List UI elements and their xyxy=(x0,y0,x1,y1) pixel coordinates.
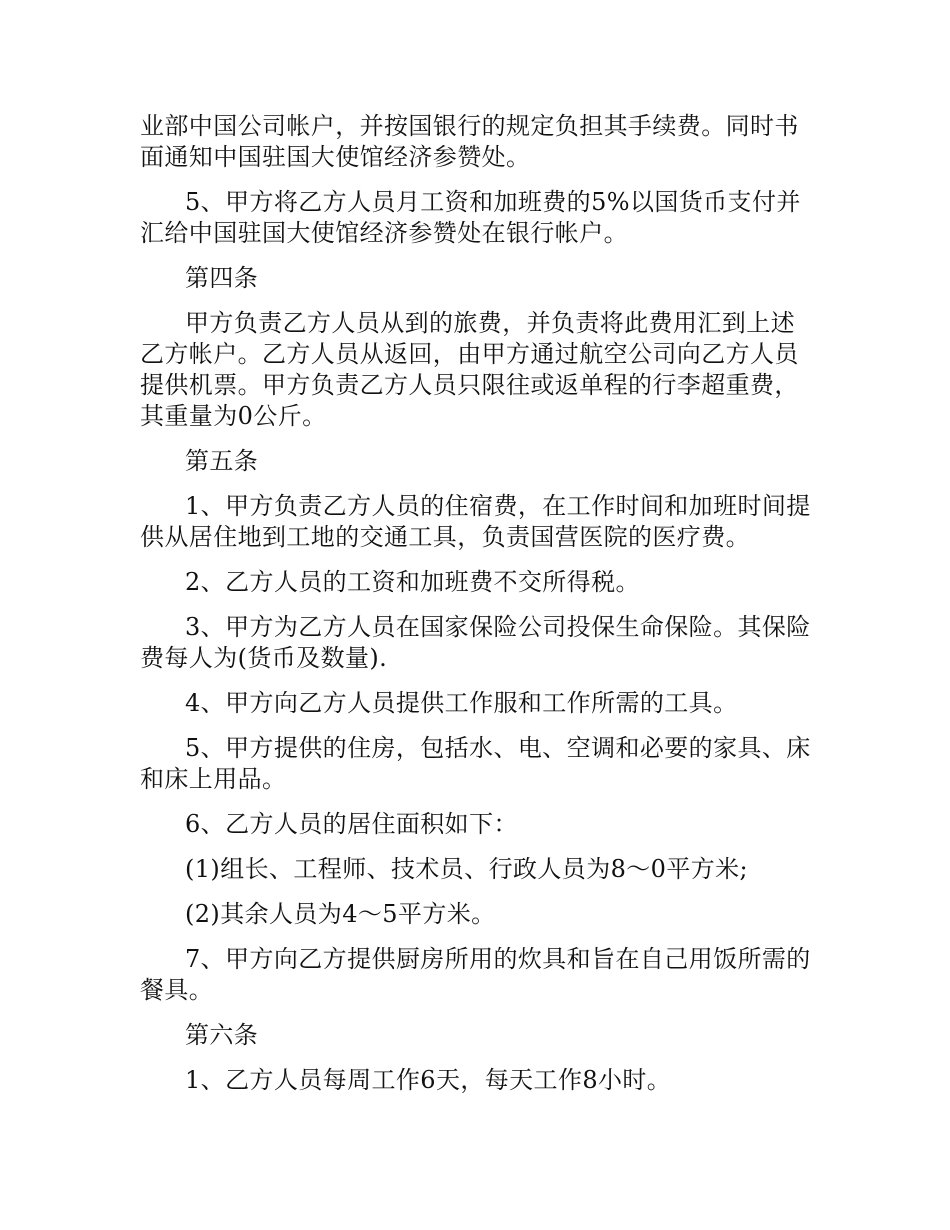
paragraph-article-6-item-1: 1、乙方人员每周工作6天，每天工作8小时。 xyxy=(185,1066,672,1094)
article-heading-5: 第五条 xyxy=(185,447,259,475)
paragraph-article-4: 甲方负责乙方人员从到的旅费，并负责将此费用汇到上述乙方帐户。乙方人员从返回，由甲方通过航空公司向乙方人员提供机票。甲方负责乙方人员只限往或返单程的行李超重费，其重量为0公斤。 xyxy=(140,309,799,430)
paragraph-continuation: 业部中国公司帐户，并按国银行的规定负担其手续费。同时书面通知中国驻国大使馆经济参赞处。 xyxy=(140,112,799,171)
article-heading-4: 第四条 xyxy=(185,264,259,292)
paragraph-article-5-item-2: 2、乙方人员的工资和加班费不交所得税。 xyxy=(185,568,640,596)
document-body xyxy=(140,111,812,1110)
paragraph-article-5-item-6: 6、乙方人员的居住面积如下： xyxy=(185,810,518,838)
paragraph-article-5-item-7: 7、甲方向乙方提供厨房所用的炊具和旨在自己用饭所需的餐具。 xyxy=(140,945,811,1004)
paragraph-article-5-item-3: 3、甲方为乙方人员在国家保险公司投保生命保险。其保险费每人为(货币及数量). xyxy=(140,613,811,672)
paragraph-clause-3-item-5: 5、甲方将乙方人员月工资和加班费的5%以国货币支付并汇给中国驻国大使馆经济参赞处在银行帐户。 xyxy=(140,188,801,247)
paragraph-article-5-item-6-sub-2: (2)其余人员为4～5平方米。 xyxy=(185,900,496,928)
paragraph-article-5-item-5: 5、甲方提供的住房，包括水、电、空调和必要的家具、床和床上用品。 xyxy=(140,734,811,793)
paragraph-article-5-item-6-sub-1: (1)组长、工程师、技术员、行政人员为8～0平方米; xyxy=(185,855,749,883)
article-heading-6: 第六条 xyxy=(185,1021,259,1049)
paragraph-article-5-item-4: 4、甲方向乙方人员提供工作服和工作所需的工具。 xyxy=(185,689,738,717)
paragraph-article-5-item-1: 1、甲方负责乙方人员的住宿费，在工作时间和加班时间提供从居住地到工地的交通工具，负责国营医院的医疗费。 xyxy=(140,492,811,551)
